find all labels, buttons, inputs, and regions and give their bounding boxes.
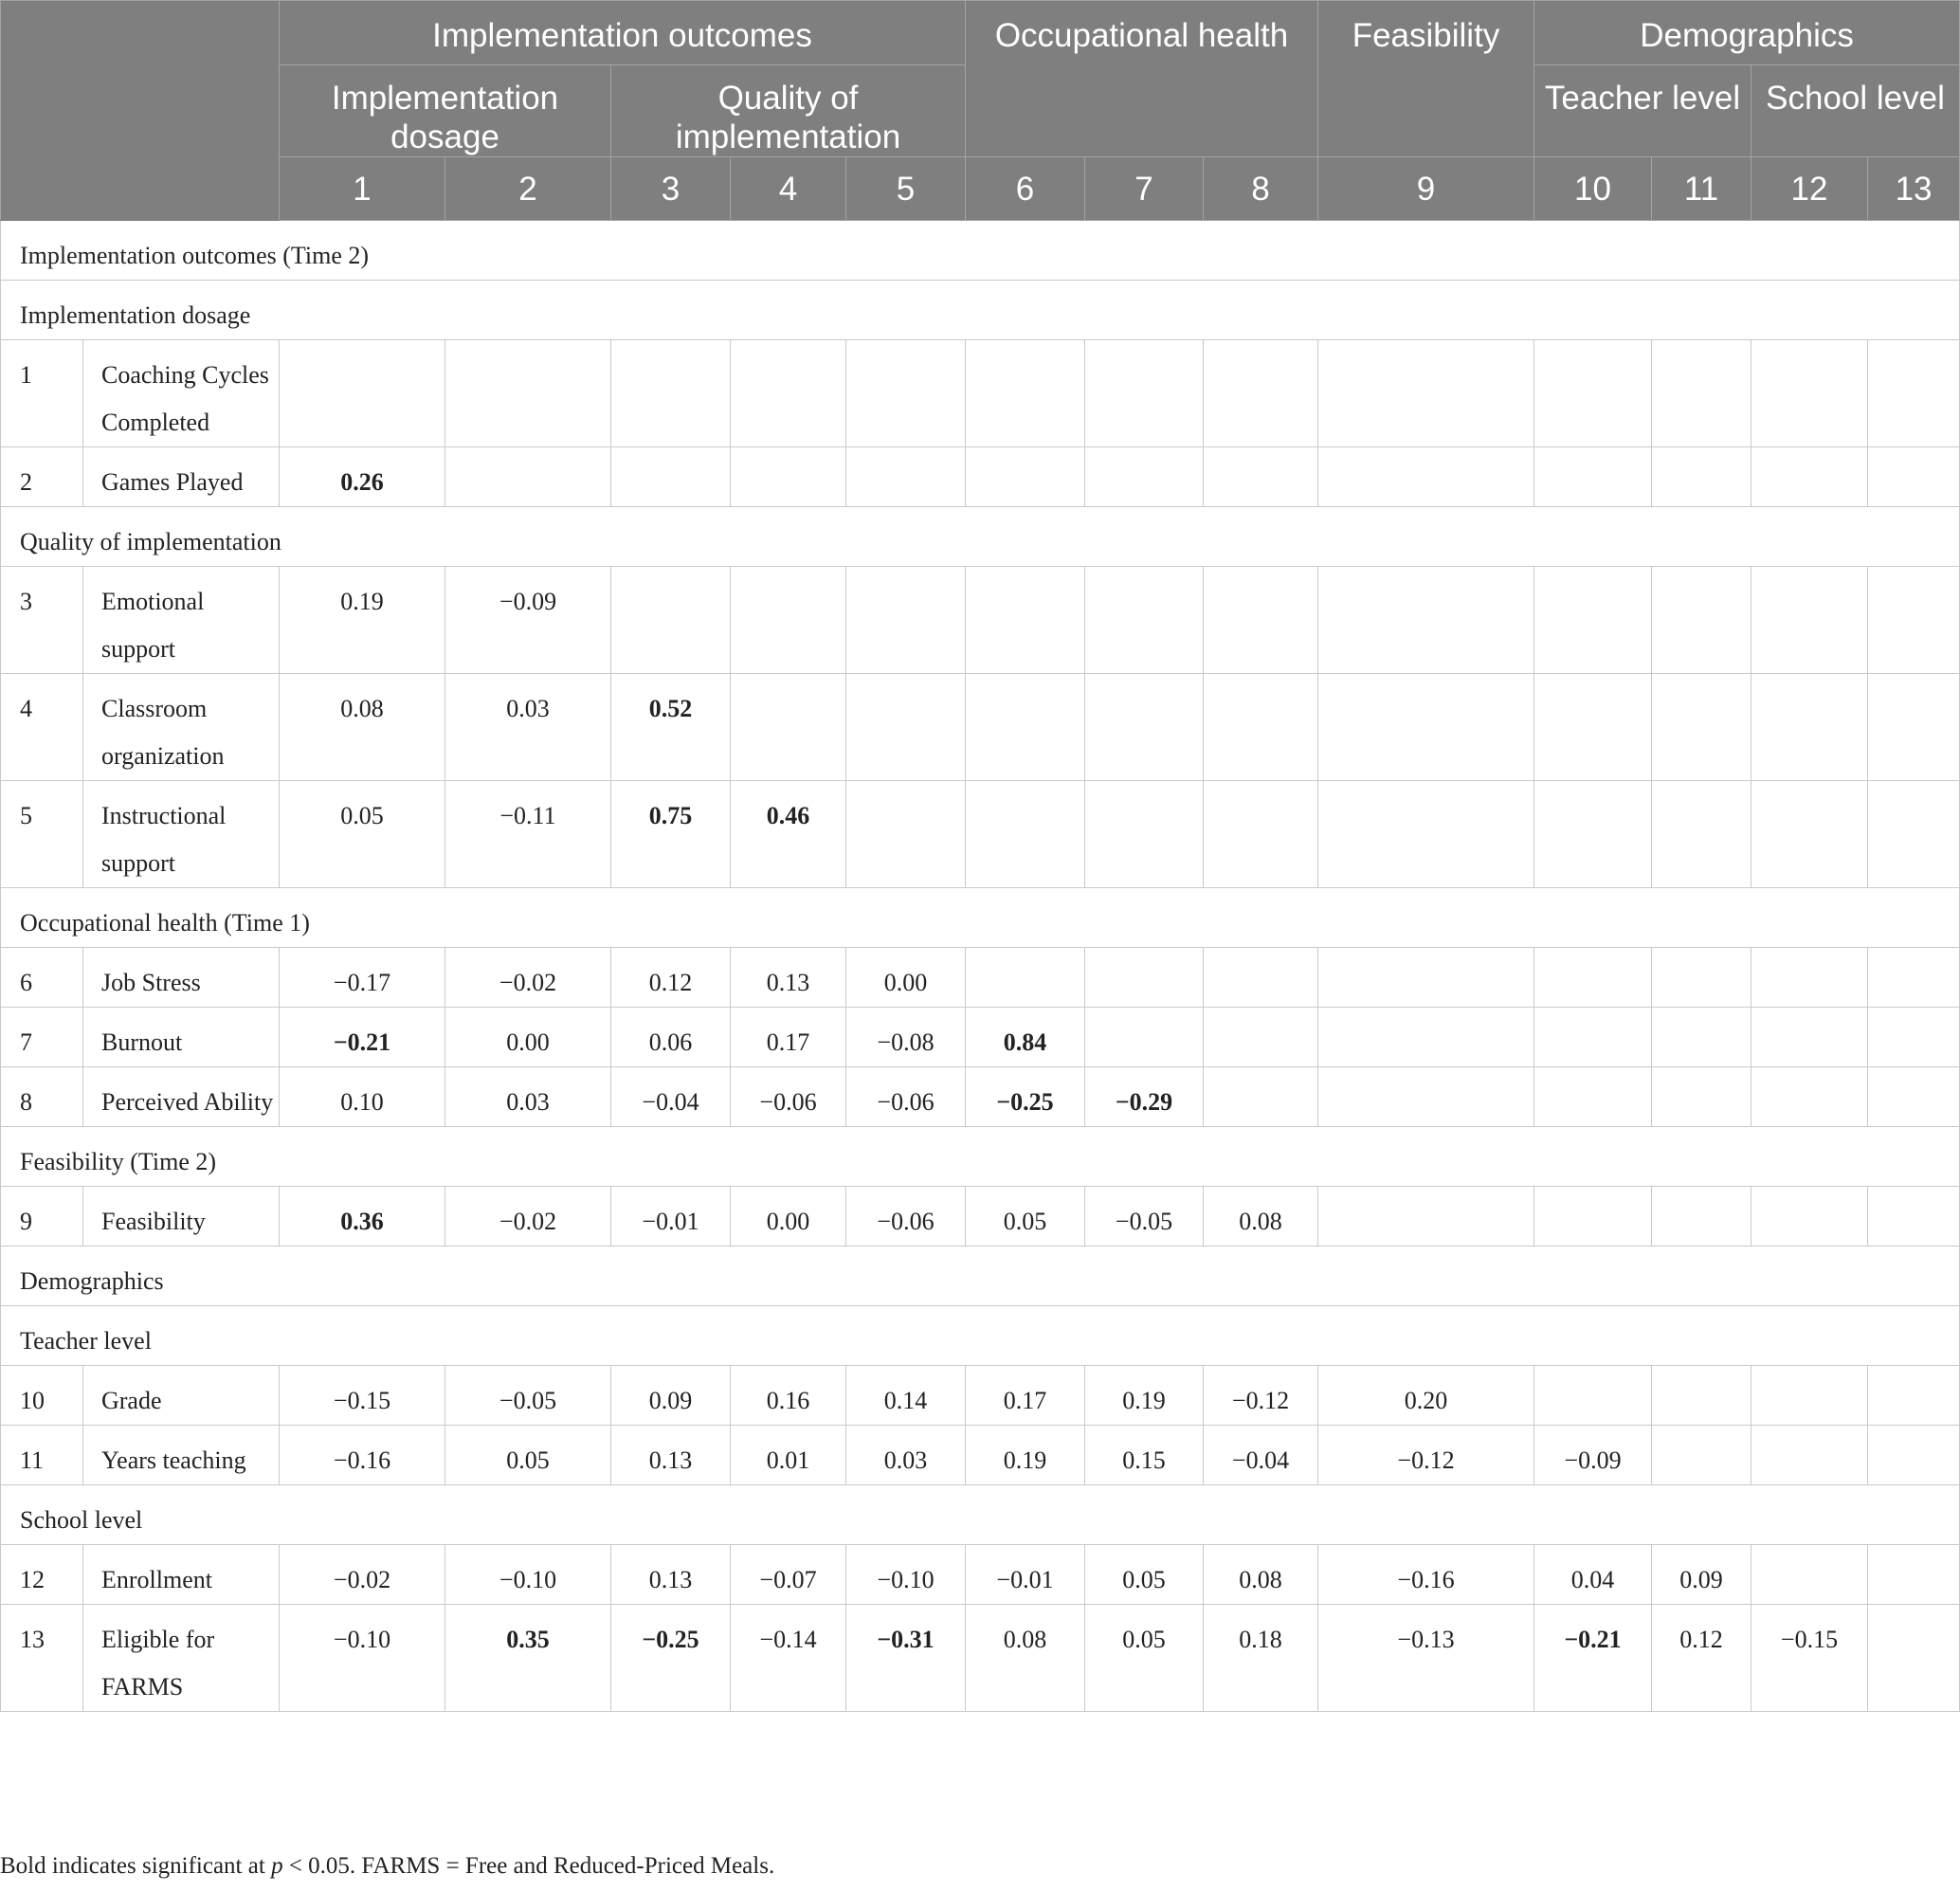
empty-cell <box>1534 948 1652 1008</box>
correlation-value: 0.08 <box>280 674 445 781</box>
correlation-value: −0.25 <box>966 1067 1085 1127</box>
empty-cell <box>1751 567 1868 674</box>
correlation-value: −0.01 <box>966 1545 1085 1605</box>
empty-cell <box>1204 674 1318 781</box>
empty-cell <box>846 674 966 781</box>
row-number: 6 <box>1 948 83 1008</box>
correlation-value: 0.17 <box>966 1366 1085 1426</box>
section-row <box>1 1246 1960 1306</box>
correlation-value: 0.84 <box>966 1008 1085 1067</box>
column-number-8: 8 <box>1204 157 1318 221</box>
header-occupational-health: Occupational health <box>966 1 1318 157</box>
empty-cell <box>966 781 1085 888</box>
section-label: Occupational health (Time 1) <box>1 888 1960 948</box>
empty-cell <box>966 948 1085 1008</box>
empty-cell <box>731 567 846 674</box>
empty-cell <box>1085 674 1204 781</box>
table-row <box>1 567 1960 674</box>
empty-cell <box>280 340 445 447</box>
section-row <box>1 888 1960 948</box>
correlation-value: −0.06 <box>731 1067 846 1127</box>
empty-cell <box>1652 1187 1751 1246</box>
row-number: 10 <box>1 1366 83 1426</box>
row-label: Feasibility <box>83 1187 280 1246</box>
empty-cell <box>1318 781 1534 888</box>
header-demographics: Demographics <box>1534 1 1960 65</box>
column-number-row <box>1 157 1960 221</box>
empty-cell <box>731 340 846 447</box>
correlation-value: 0.09 <box>1652 1545 1751 1605</box>
empty-cell <box>966 567 1085 674</box>
empty-cell <box>445 340 611 447</box>
correlation-value: 0.06 <box>611 1008 731 1067</box>
section-label: Implementation outcomes (Time 2) <box>1 221 1960 281</box>
empty-cell <box>966 340 1085 447</box>
section-label: Feasibility (Time 2) <box>1 1127 1960 1187</box>
empty-cell <box>1534 340 1652 447</box>
correlation-value: 0.16 <box>731 1366 846 1426</box>
section-row <box>1 281 1960 340</box>
empty-cell <box>1751 340 1868 447</box>
correlation-value: −0.17 <box>280 948 445 1008</box>
correlation-value: −0.02 <box>280 1545 445 1605</box>
correlation-value: −0.31 <box>846 1605 966 1712</box>
empty-cell <box>1751 1067 1868 1127</box>
empty-cell <box>1868 1187 1960 1246</box>
table-body <box>1 221 1960 1712</box>
empty-cell <box>1534 1067 1652 1127</box>
empty-cell <box>1085 447 1204 507</box>
empty-cell <box>1868 567 1960 674</box>
empty-cell <box>1534 447 1652 507</box>
table-row <box>1 447 1960 507</box>
row-label: Job Stress <box>83 948 280 1008</box>
correlation-value: 0.04 <box>1534 1545 1652 1605</box>
column-number-2: 2 <box>445 157 611 221</box>
correlation-value: 0.46 <box>731 781 846 888</box>
correlation-value: 0.14 <box>846 1366 966 1426</box>
correlation-value: −0.08 <box>846 1008 966 1067</box>
correlation-value: −0.13 <box>1318 1605 1534 1712</box>
correlation-value: 0.17 <box>731 1008 846 1067</box>
correlation-value: 0.08 <box>1204 1545 1318 1605</box>
row-number: 7 <box>1 1008 83 1067</box>
footnote-p: p <box>271 1853 283 1879</box>
column-number-4: 4 <box>731 157 846 221</box>
correlation-value: 0.10 <box>280 1067 445 1127</box>
empty-cell <box>1534 1187 1652 1246</box>
empty-cell <box>445 447 611 507</box>
table-row <box>1 340 1960 447</box>
empty-cell <box>1085 781 1204 888</box>
section-label: Quality of implementation <box>1 507 1960 567</box>
empty-cell <box>1868 1605 1960 1712</box>
column-number-10: 10 <box>1534 157 1652 221</box>
empty-cell <box>1318 674 1534 781</box>
empty-cell <box>611 340 731 447</box>
correlation-value: −0.04 <box>1204 1426 1318 1485</box>
empty-cell <box>1652 674 1751 781</box>
empty-cell <box>1085 567 1204 674</box>
row-number: 5 <box>1 781 83 888</box>
correlation-value: 0.15 <box>1085 1426 1204 1485</box>
correlation-value: 0.52 <box>611 674 731 781</box>
column-number-5: 5 <box>846 157 966 221</box>
empty-cell <box>1204 340 1318 447</box>
row-number: 4 <box>1 674 83 781</box>
empty-cell <box>731 447 846 507</box>
row-label: Classroom organization <box>83 674 280 781</box>
header-implementation-outcomes: Implementation outcomes <box>280 1 966 65</box>
correlation-value: 0.09 <box>611 1366 731 1426</box>
empty-cell <box>1868 1067 1960 1127</box>
correlation-value: 0.12 <box>611 948 731 1008</box>
correlation-value: −0.01 <box>611 1187 731 1246</box>
empty-cell <box>1318 1008 1534 1067</box>
header-teacher-level: Teacher level <box>1534 65 1751 157</box>
section-row <box>1 1306 1960 1366</box>
correlation-value: 0.13 <box>611 1426 731 1485</box>
row-label: Enrollment <box>83 1545 280 1605</box>
column-number-12: 12 <box>1751 157 1868 221</box>
correlation-value: 0.19 <box>280 567 445 674</box>
row-label: Instructional support <box>83 781 280 888</box>
correlation-value: −0.09 <box>445 567 611 674</box>
table-row <box>1 1067 1960 1127</box>
empty-cell <box>1204 781 1318 888</box>
correlation-value: −0.09 <box>1534 1426 1652 1485</box>
empty-cell <box>1204 948 1318 1008</box>
table-row <box>1 1008 1960 1067</box>
correlation-value: 0.03 <box>846 1426 966 1485</box>
table-row <box>1 1605 1960 1712</box>
empty-cell <box>1318 447 1534 507</box>
empty-cell <box>1751 1545 1868 1605</box>
section-row <box>1 507 1960 567</box>
correlation-value: −0.02 <box>445 1187 611 1246</box>
correlation-value: −0.16 <box>280 1426 445 1485</box>
correlation-value: −0.15 <box>280 1366 445 1426</box>
empty-cell <box>1751 447 1868 507</box>
empty-cell <box>1652 567 1751 674</box>
empty-cell <box>846 781 966 888</box>
header-school-level: School level <box>1751 65 1960 157</box>
row-number: 1 <box>1 340 83 447</box>
table-row <box>1 1366 1960 1426</box>
empty-cell <box>1652 948 1751 1008</box>
empty-cell <box>1534 1366 1652 1426</box>
column-number-3: 3 <box>611 157 731 221</box>
correlation-value: −0.10 <box>280 1605 445 1712</box>
row-label: Games Played <box>83 447 280 507</box>
row-label: Grade <box>83 1366 280 1426</box>
empty-cell <box>1652 1426 1751 1485</box>
header-feasibility: Feasibility <box>1318 1 1534 157</box>
empty-cell <box>846 447 966 507</box>
empty-cell <box>1534 781 1652 888</box>
empty-cell <box>1652 1008 1751 1067</box>
row-number: 2 <box>1 447 83 507</box>
correlation-value: −0.25 <box>611 1605 731 1712</box>
column-number-7: 7 <box>1085 157 1204 221</box>
row-label: Perceived Ability <box>83 1067 280 1127</box>
empty-cell <box>1751 1426 1868 1485</box>
section-label: School level <box>1 1485 1960 1545</box>
correlation-value: 0.19 <box>966 1426 1085 1485</box>
row-label: Burnout <box>83 1008 280 1067</box>
correlation-value: 0.00 <box>846 948 966 1008</box>
empty-cell <box>611 447 731 507</box>
correlation-value: 0.05 <box>1085 1545 1204 1605</box>
correlation-value: −0.06 <box>846 1187 966 1246</box>
correlation-value: −0.21 <box>280 1008 445 1067</box>
table-row <box>1 1187 1960 1246</box>
row-number: 9 <box>1 1187 83 1246</box>
row-number: 8 <box>1 1067 83 1127</box>
empty-cell <box>1652 1366 1751 1426</box>
empty-cell <box>1652 781 1751 888</box>
header-quality-of-implementation: Quality of implementation <box>611 65 966 157</box>
section-row <box>1 221 1960 281</box>
empty-cell <box>1534 567 1652 674</box>
correlation-value: −0.12 <box>1204 1366 1318 1426</box>
correlation-value: −0.29 <box>1085 1067 1204 1127</box>
empty-cell <box>1318 567 1534 674</box>
empty-cell <box>1085 1008 1204 1067</box>
correlation-value: −0.06 <box>846 1067 966 1127</box>
correlation-value: 0.36 <box>280 1187 445 1246</box>
correlation-value: −0.15 <box>1751 1605 1868 1712</box>
table-footnote <box>0 1853 774 1880</box>
correlation-value: 0.75 <box>611 781 731 888</box>
empty-cell <box>1204 567 1318 674</box>
correlation-value: −0.05 <box>445 1366 611 1426</box>
empty-cell <box>1204 1067 1318 1127</box>
correlation-value: 0.00 <box>731 1187 846 1246</box>
empty-cell <box>1751 948 1868 1008</box>
empty-cell <box>1868 447 1960 507</box>
correlation-value: 0.35 <box>445 1605 611 1712</box>
empty-cell <box>1085 948 1204 1008</box>
correlation-value: 0.05 <box>966 1187 1085 1246</box>
column-number-6: 6 <box>966 157 1085 221</box>
empty-cell <box>1318 1067 1534 1127</box>
empty-cell <box>1868 1426 1960 1485</box>
section-row <box>1 1127 1960 1187</box>
correlation-value: −0.02 <box>445 948 611 1008</box>
empty-cell <box>1868 1545 1960 1605</box>
section-label: Implementation dosage <box>1 281 1960 340</box>
correlation-value: 0.08 <box>1204 1187 1318 1246</box>
row-number: 11 <box>1 1426 83 1485</box>
correlation-value: −0.11 <box>445 781 611 888</box>
empty-cell <box>1534 1008 1652 1067</box>
empty-cell <box>966 447 1085 507</box>
empty-cell <box>1868 674 1960 781</box>
correlation-value: −0.10 <box>846 1545 966 1605</box>
correlation-value: 0.05 <box>445 1426 611 1485</box>
empty-cell <box>1652 447 1751 507</box>
footnote-after: < 0.05. FARMS = Free and Reduced-Priced Meals. <box>282 1853 775 1879</box>
empty-cell <box>1204 1008 1318 1067</box>
table-row <box>1 948 1960 1008</box>
column-number-1: 1 <box>280 157 445 221</box>
empty-cell <box>846 567 966 674</box>
empty-cell <box>966 674 1085 781</box>
correlation-value: 0.18 <box>1204 1605 1318 1712</box>
table-row <box>1 1545 1960 1605</box>
header-corner <box>1 1 280 221</box>
correlation-value: −0.21 <box>1534 1605 1652 1712</box>
empty-cell <box>1868 1008 1960 1067</box>
empty-cell <box>1751 674 1868 781</box>
row-label: Emotional support <box>83 567 280 674</box>
correlation-value: 0.26 <box>280 447 445 507</box>
header-implementation-dosage: Implementation dosage <box>280 65 611 157</box>
correlation-value: 0.00 <box>445 1008 611 1067</box>
empty-cell <box>1868 340 1960 447</box>
table-row <box>1 1426 1960 1485</box>
correlation-value: −0.16 <box>1318 1545 1534 1605</box>
correlation-value: 0.05 <box>280 781 445 888</box>
column-number-9: 9 <box>1318 157 1534 221</box>
empty-cell <box>1751 1008 1868 1067</box>
empty-cell <box>1652 1067 1751 1127</box>
row-label: Coaching Cycles Completed <box>83 340 280 447</box>
empty-cell <box>1751 1187 1868 1246</box>
correlation-value: 0.01 <box>731 1426 846 1485</box>
correlation-value: 0.13 <box>731 948 846 1008</box>
section-label: Teacher level <box>1 1306 1960 1366</box>
correlation-value: 0.05 <box>1085 1605 1204 1712</box>
correlation-value: 0.12 <box>1652 1605 1751 1712</box>
row-number: 12 <box>1 1545 83 1605</box>
empty-cell <box>731 674 846 781</box>
correlation-value: 0.19 <box>1085 1366 1204 1426</box>
correlation-value: −0.10 <box>445 1545 611 1605</box>
section-label: Demographics <box>1 1246 1960 1306</box>
correlation-value: 0.20 <box>1318 1366 1534 1426</box>
empty-cell <box>1868 781 1960 888</box>
section-row <box>1 1485 1960 1545</box>
row-number: 13 <box>1 1605 83 1712</box>
table-row <box>1 674 1960 781</box>
empty-cell <box>1751 781 1868 888</box>
empty-cell <box>1318 340 1534 447</box>
correlation-value: −0.12 <box>1318 1426 1534 1485</box>
correlation-value: −0.04 <box>611 1067 731 1127</box>
empty-cell <box>1318 948 1534 1008</box>
correlation-value: 0.03 <box>445 1067 611 1127</box>
column-number-11: 11 <box>1652 157 1751 221</box>
empty-cell <box>1868 948 1960 1008</box>
correlation-value: −0.14 <box>731 1605 846 1712</box>
empty-cell <box>1085 340 1204 447</box>
empty-cell <box>611 567 731 674</box>
correlation-value: 0.03 <box>445 674 611 781</box>
empty-cell <box>1868 1366 1960 1426</box>
correlation-value: −0.05 <box>1085 1187 1204 1246</box>
row-number: 3 <box>1 567 83 674</box>
correlation-value: 0.08 <box>966 1605 1085 1712</box>
correlation-value: 0.13 <box>611 1545 731 1605</box>
empty-cell <box>1204 447 1318 507</box>
correlation-value: −0.07 <box>731 1545 846 1605</box>
empty-cell <box>1534 674 1652 781</box>
footnote-before: Bold indicates significant at <box>0 1853 272 1879</box>
empty-cell <box>1751 1366 1868 1426</box>
column-number-13: 13 <box>1868 157 1960 221</box>
empty-cell <box>846 340 966 447</box>
empty-cell <box>1318 1187 1534 1246</box>
table-row <box>1 781 1960 888</box>
row-label: Eligible for FARMS <box>83 1605 280 1712</box>
empty-cell <box>1652 340 1751 447</box>
row-label: Years teaching <box>83 1426 280 1485</box>
